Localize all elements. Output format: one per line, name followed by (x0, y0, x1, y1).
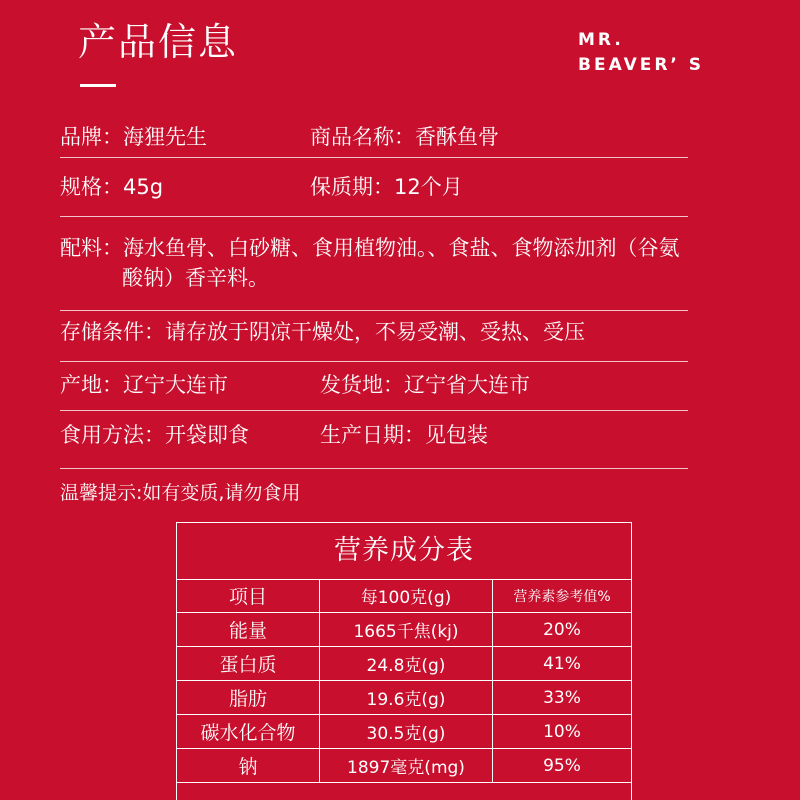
nutrient-nrv: 33% (493, 681, 632, 715)
table-header-row (177, 579, 631, 613)
warm-tip: 温馨提示:如有变质,请勿食用 (60, 482, 301, 504)
nutrient-name: 碳水化合物 (177, 715, 320, 749)
usage-field: 食用方法：开袋即食 (60, 423, 249, 447)
nutrition-table-title: 营养成分表 (177, 523, 631, 580)
nutrient-name: 能量 (177, 613, 320, 647)
page-title: 产品信息 (78, 20, 239, 64)
header-item: 项目 (177, 579, 320, 613)
divider (60, 361, 688, 362)
nutrient-amount: 1665千焦(kj) (320, 613, 493, 647)
nutrition-table (176, 522, 632, 800)
ship-from-field: 发货地：辽宁省大连市 (320, 373, 530, 397)
table-row (177, 749, 631, 783)
ingredients-line2: 酸钠）香辛料。 (122, 266, 269, 290)
brand-logo (578, 28, 704, 77)
nutrient-nrv: 95% (493, 749, 632, 783)
spec-field: 规格：45g (60, 175, 164, 199)
nutrient-name: 钠 (177, 749, 320, 783)
storage-field: 存储条件：请存放于阴凉干燥处，不易受潮、受热、受压 (60, 320, 585, 344)
nutrient-name: 脂肪 (177, 681, 320, 715)
divider (60, 310, 688, 311)
title-underline (80, 84, 116, 87)
divider (60, 468, 688, 469)
nutrient-name: 蛋白质 (177, 647, 320, 681)
nutrient-nrv: 20% (493, 613, 632, 647)
nutrition-grid (177, 579, 631, 783)
table-row (177, 647, 631, 681)
brand-logo-line2: BEAVER’ S (578, 54, 705, 75)
brand-field: 品牌：海狸先生 (60, 125, 207, 149)
divider (60, 157, 688, 158)
nutrient-nrv: 10% (493, 715, 632, 749)
ingredients-line1: 配料：海水鱼骨、白砂糖、食用植物油。、食盐、食物添加剂（谷氨 (60, 236, 680, 260)
product-name-field: 商品名称：香酥鱼骨 (310, 125, 499, 149)
header-nrv: 营养素参考值% (493, 579, 632, 613)
divider (60, 216, 688, 217)
table-row (177, 613, 631, 647)
divider (60, 410, 688, 411)
header-per-100g: 每100克(g) (320, 579, 493, 613)
nutrient-amount: 30.5克(g) (320, 715, 493, 749)
production-date-field: 生产日期：见包装 (320, 423, 488, 447)
brand-logo-line1: MR. (578, 30, 624, 50)
table-row (177, 715, 631, 749)
nutrient-amount: 1897毫克(mg) (320, 749, 493, 783)
table-row (177, 681, 631, 715)
origin-field: 产地：辽宁大连市 (60, 373, 228, 397)
nutrient-amount: 19.6克(g) (320, 681, 493, 715)
shelf-life-field: 保质期：12个月 (310, 175, 463, 199)
nutrient-nrv: 41% (493, 647, 632, 681)
nutrient-amount: 24.8克(g) (320, 647, 493, 681)
